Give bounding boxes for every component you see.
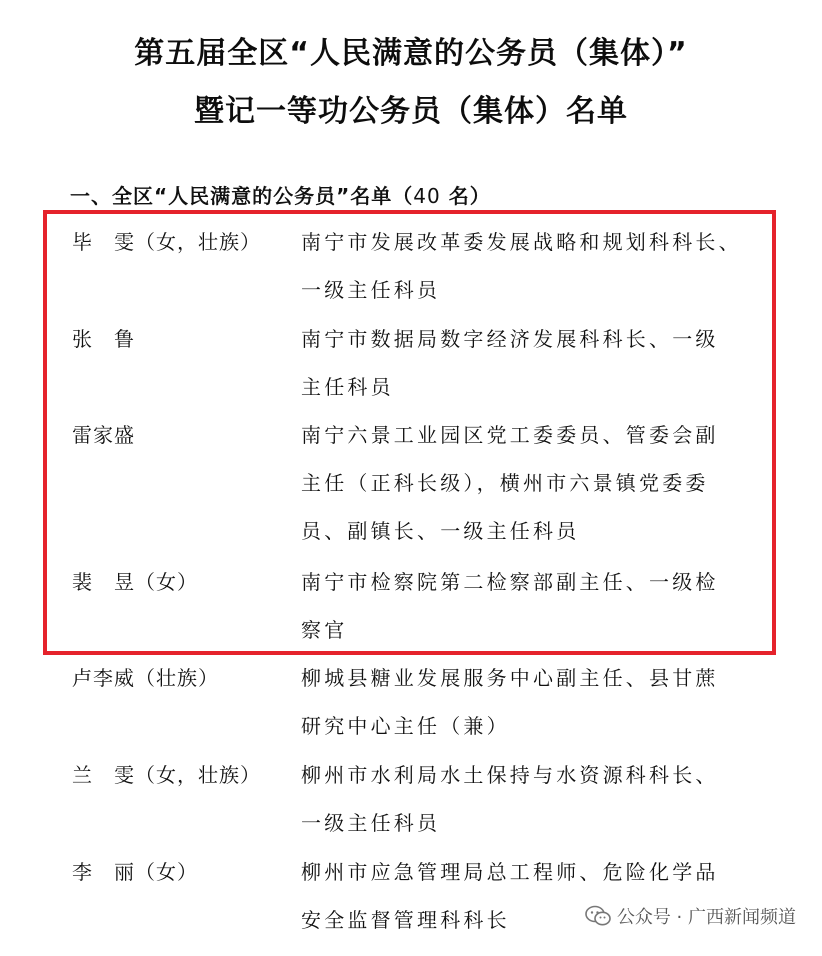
entry-name: 毕 雯（女，壮族） bbox=[72, 230, 261, 254]
page-title-line-2: 暨记一等功公务员（集体）名单 bbox=[194, 94, 628, 129]
section-heading-text: 一、全区“人民满意的公务员”名单（ bbox=[70, 184, 414, 208]
entry-name: 裴 昱（女） bbox=[72, 570, 198, 594]
entry-post bbox=[301, 763, 761, 859]
entry-name: 雷家盛 bbox=[72, 423, 135, 447]
entry-post-line: 柳州市水利局水土保持与水资源科科长、 bbox=[301, 763, 719, 787]
page-title-line-1: 第五届全区“人民满意的公务员（集体）” bbox=[134, 36, 688, 71]
entry-post bbox=[301, 666, 761, 762]
entry-post-line: 南宁市检察院第二检察部副主任、一级检 bbox=[301, 570, 719, 594]
entry-name: 兰 雯（女，壮族） bbox=[72, 763, 261, 787]
watermark-text: 公众号 · 广西新闻频道 bbox=[616, 907, 796, 928]
entry-post-line: 南宁市数据局数字经济发展科科长、一级 bbox=[301, 327, 719, 351]
entry-post-line: 柳州市应急管理局总工程师、危险化学品 bbox=[301, 860, 719, 884]
entry-post-line: 柳城县糖业发展服务中心副主任、县甘蔗 bbox=[301, 666, 719, 690]
entry-post-line: 南宁市发展改革委发展战略和规划科科长、 bbox=[301, 230, 742, 254]
entry-post bbox=[301, 570, 761, 666]
entry-name: 张 鲁 bbox=[72, 327, 135, 351]
section-heading-suffix: 名） bbox=[440, 184, 491, 208]
watermark bbox=[585, 903, 796, 929]
entry-post-line: 一级主任科员 bbox=[301, 811, 441, 835]
entry-post bbox=[301, 327, 761, 423]
entry-name: 卢李威（壮族） bbox=[72, 666, 219, 690]
entry-post-line: 一级主任科员 bbox=[301, 278, 441, 302]
entry-post bbox=[301, 230, 761, 326]
section-heading bbox=[70, 180, 491, 209]
section-count: 40 bbox=[413, 184, 441, 208]
entry-name: 李 丽（女） bbox=[72, 860, 198, 884]
entry-post-line: 南宁六景工业园区党工委委员、管委会副 bbox=[301, 423, 719, 447]
entry-post-line: 安全监督管理科科长 bbox=[301, 908, 510, 932]
entry-post bbox=[301, 423, 761, 567]
entry-post-line: 主任科员 bbox=[301, 375, 394, 399]
wechat-icon bbox=[585, 905, 611, 927]
entry-post-line: 主任（正科长级），横州市六景镇党委委 bbox=[301, 471, 709, 495]
entry-post-line: 员、副镇长、一级主任科员 bbox=[301, 519, 580, 543]
entry-post-line: 察官 bbox=[301, 618, 348, 642]
entry-post-line: 研究中心主任（兼） bbox=[301, 714, 510, 738]
